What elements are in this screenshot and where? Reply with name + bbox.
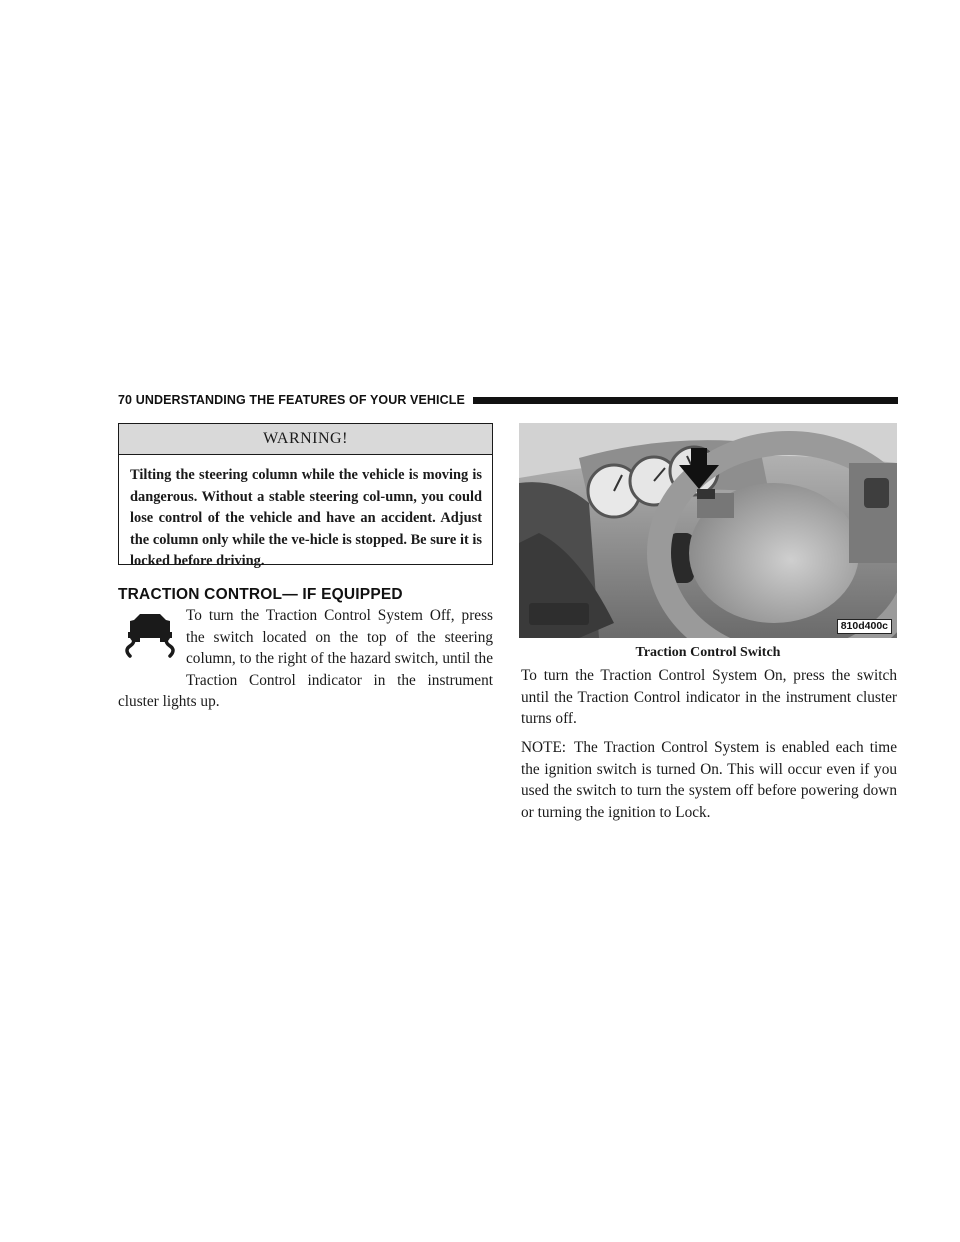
note-label: NOTE: <box>521 739 567 756</box>
traction-off-text: To turn the Traction Control System Off, press the switch located on the top of the steering column, to the right of the hazard switch, until the Traction Control indicator in the instrument cluster lights up. <box>118 607 493 710</box>
note-paragraph <box>521 737 897 823</box>
section-heading: TRACTION CONTROL— IF EQUIPPED <box>118 586 403 603</box>
warning-title: WARNING! <box>119 424 492 455</box>
page-number: 70 <box>118 393 133 407</box>
dashboard-illustration <box>519 423 897 638</box>
figure-caption: Traction Control Switch <box>635 645 781 660</box>
section-title: UNDERSTANDING THE FEATURES OF YOUR VEHICLE <box>135 393 465 407</box>
image-code: 810d400c <box>837 619 892 634</box>
page-header <box>118 392 898 408</box>
traction-control-switch-photo <box>519 423 897 638</box>
traction-on-paragraph: To turn the Traction Control System On, press the switch until the Traction Control indicator in the instrument cluster turns off. <box>521 667 897 727</box>
header-label <box>118 393 473 407</box>
icon-space <box>118 605 186 689</box>
traction-off-paragraph <box>118 605 493 713</box>
note-text: The Traction Control System is enabled each time the ignition switch is turned On. This will occur even if you used the switch to turn the system off before powering down or turning the ignition to Lock. <box>521 739 897 821</box>
warning-body: Tilting the steering column while the vehicle is moving is dangerous. Without a stable steering col-umn, you could lose control of the vehicle and have an accident. Adjust the column only while the ve-hicle is stopped. Be sure it is locked before driving. <box>130 467 482 569</box>
header-rule <box>473 397 898 404</box>
warning-box <box>118 423 493 569</box>
